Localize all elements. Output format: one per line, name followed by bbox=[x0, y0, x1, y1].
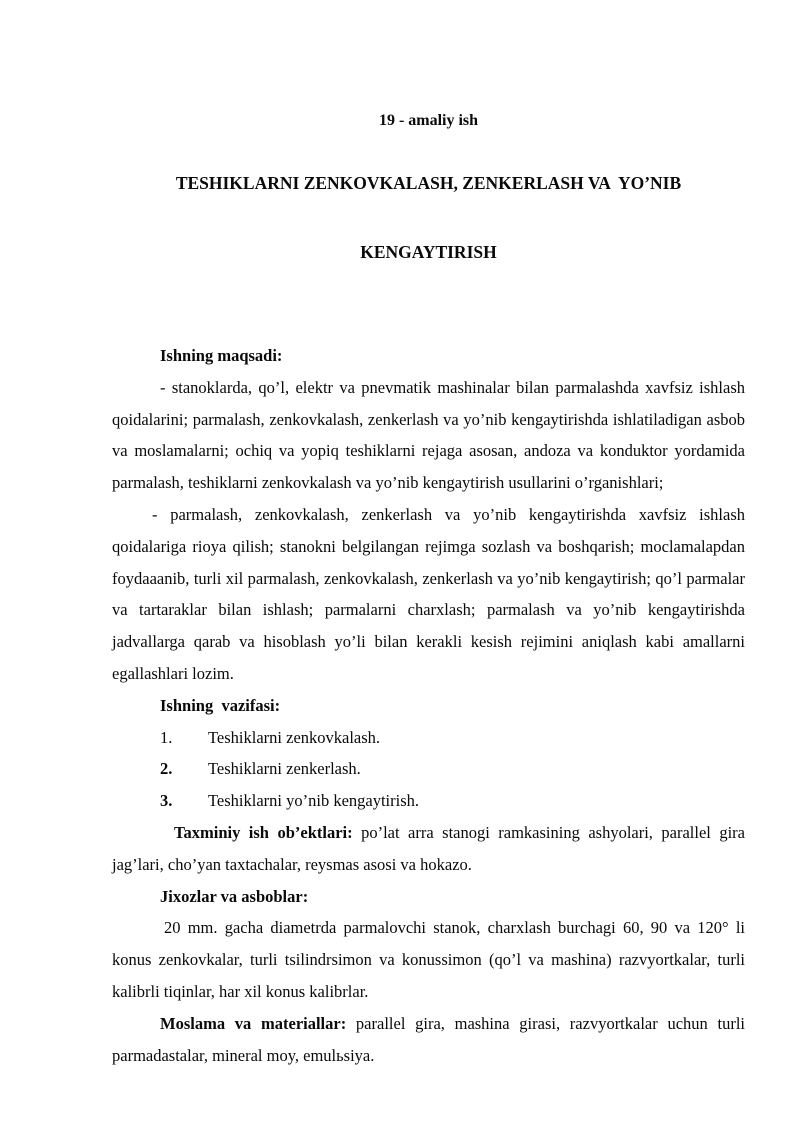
doc-title-line-1: TESHIKLARNI ZENKOVKALASH, ZENKERLASH VA YO’NIB bbox=[175, 173, 682, 193]
task-text: Teshiklarni zenkerlash. bbox=[208, 759, 361, 779]
section-heading-jixozlar: Jixozlar va asboblar: bbox=[160, 886, 309, 906]
moslama-text: parallel gira, mashina girasi, razvyortkalar uchun turli parmadastalar, mineral moy, emulьsiya. bbox=[112, 1013, 745, 1065]
paragraph-jixozlar: 20 mm. gacha diametrda parmalovchi stanok, charxlash burchagi 60, 90 va 120° li konus zenkovkalar, turli tsilindrsimon va konussimon (qo’l va mashina) razvyortkalar, turli kalibrli tiqinlar, har xil konus kalibrlar. bbox=[112, 918, 745, 1001]
title-block bbox=[112, 74, 745, 305]
paragraph-moslama bbox=[112, 1008, 745, 1072]
task-item-2 bbox=[112, 753, 745, 785]
task-item-3 bbox=[112, 785, 745, 817]
practical-work-number: 19 - amaliy ish bbox=[378, 112, 479, 129]
paragraph-maqsad-1: - stanoklarda, qo’l, elektr va pnevmatik mashinalar bilan parmalashda xavfsiz ishlash qoidalarini; parmalash, zenkovkalash, zenkerlash va yo’nib kengaytirishda ishlatiladigan asbob va moslamalarni; ochiq va yopiq teshiklarni rejaga asosan, andoza va konduktor yordamida parmalash, teshiklarni zenkovkalash va yo’nib kengaytirish usullarini o’rganishlari; bbox=[112, 377, 745, 493]
task-number: 1. bbox=[160, 727, 173, 747]
paragraph-maqsad-2: - parmalash, zenkovkalash, zenkerlash va yo’nib kengaytirishda xavfsiz ishlash qoidalariga rioya qilish; stanokni belgilangan rejimga sozlash va boshqarish; moclamalapdan foydaaanib, turli xil parmalash, zenkovkalash, zenkerlash va yo’nib kengaytirish; qo’l parmalar va tartaraklar bilan ishlash; parmalarni charxlash; parmalash va yo’nib kengaytirishda jadvallarga qarab va hisoblash yo’li bilan kerakli kesish rejimini aniqlash kabi amallarni egallashlari lozim. bbox=[112, 504, 745, 683]
document-body bbox=[112, 340, 745, 1071]
task-number: 2. bbox=[160, 759, 173, 779]
obyektlar-lead-label: Taxminiy ish ob’ektlari: bbox=[174, 822, 353, 842]
moslama-lead-label: Moslama va materiallar: bbox=[160, 1013, 347, 1033]
task-text: Teshiklarni yo’nib kengaytirish. bbox=[208, 791, 420, 811]
section-heading-vazifa: Ishning vazifasi: bbox=[160, 695, 281, 715]
paragraph-obyektlar bbox=[112, 817, 745, 881]
section-heading-maqsad: Ishning maqsadi: bbox=[160, 346, 283, 365]
task-number: 3. bbox=[160, 791, 173, 811]
task-item-1 bbox=[112, 722, 745, 754]
doc-title-line-2: KENGAYTIRISH bbox=[360, 242, 497, 262]
obyektlar-text: po’lat arra stanogi ramkasining ashyolari, parallel gira jag’lari, cho’yan taxtachalar, reysmas asosi va hokazo. bbox=[112, 822, 745, 874]
task-text: Teshiklarni zenkovkalash. bbox=[208, 727, 381, 747]
